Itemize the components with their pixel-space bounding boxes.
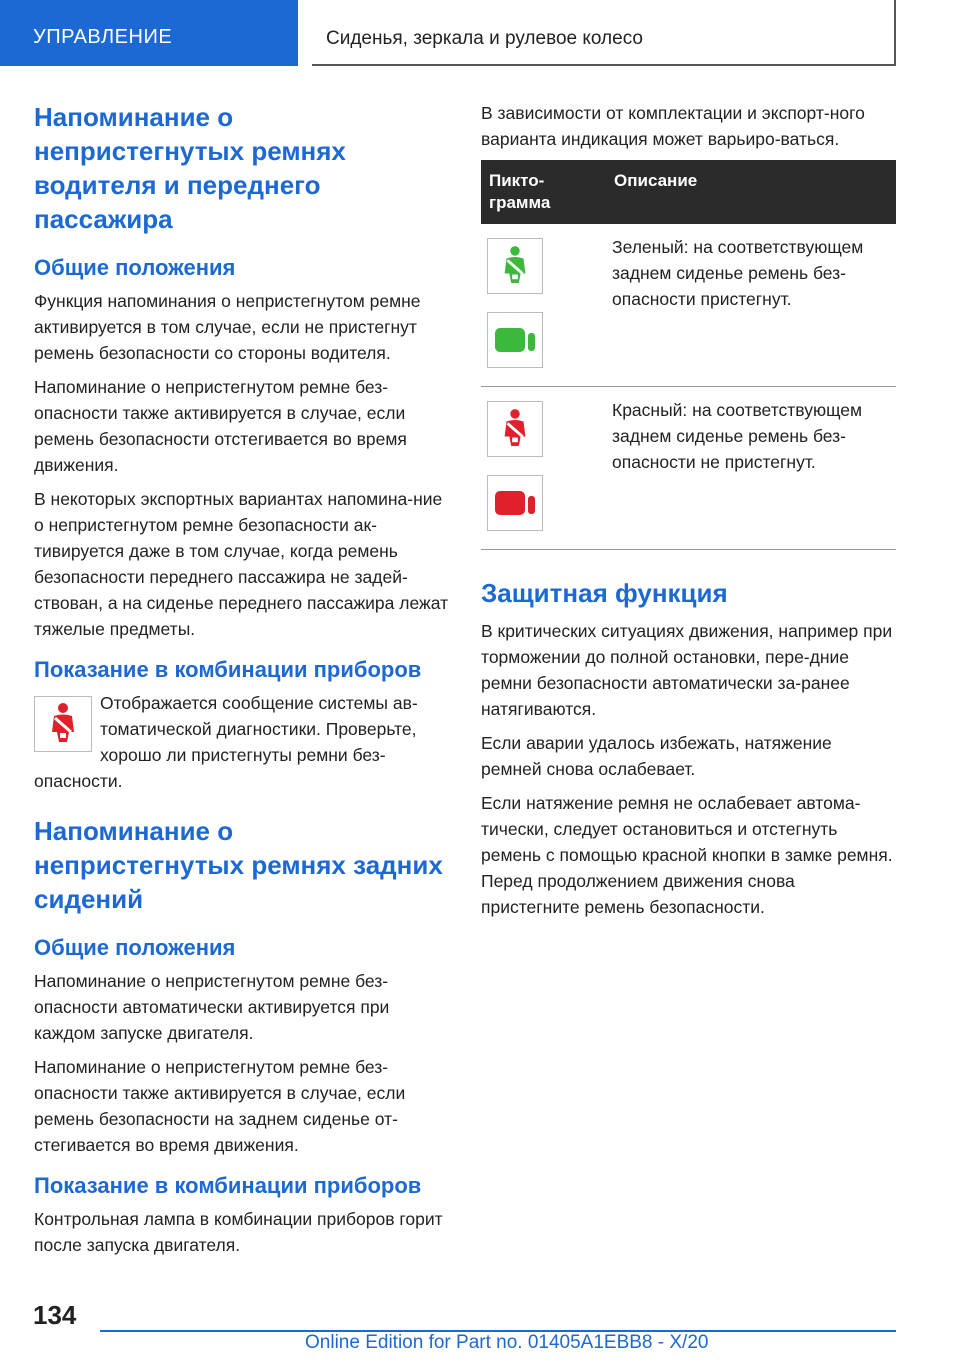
page-header <box>0 0 960 66</box>
page-number: 134 <box>33 1300 77 1330</box>
row-description-red: Красный: на соответствующем заднем сиденье ремень без-опасности не пристегнут. <box>606 387 896 550</box>
paragraph: Если аварии удалось избежать, натяжение ремней снова ослабевает. <box>481 733 832 779</box>
paragraph: Напоминание о непристегнутом ремне без-опасности также активируется в случае, если ремень безопасности на заднем сиденье от-стегивается во время движения. <box>34 1057 406 1155</box>
paragraph: Если натяжение ремня не ослабевает автома-тически, следует остановиться и отстегнуть ремень с помощью красной кнопки в замке ремня. Перед продолжением движения снова пристегните ремень безопасности. <box>481 793 893 917</box>
left-column <box>34 100 449 1266</box>
paragraph: В некоторых экспортных вариантах напомина-ние о непристегнутом ремне безопасности ак-тивируется даже в том случае, когда ремень безопасности переднего пассажира не задей-ствован, а на сиденье переднего пассажира лежат тяжелые предметы. <box>34 489 449 639</box>
heading-instrument-display-2: Показание в комбинации приборов <box>34 1173 422 1198</box>
table-row <box>481 224 896 387</box>
paragraph: Контрольная лампа в комбинации приборов горит после запуска двигателя. <box>34 1209 443 1255</box>
seatbelt-warning-icon <box>34 696 92 752</box>
heading-general-1: Общие положения <box>34 255 236 280</box>
column-header-description: Описание <box>606 160 896 224</box>
paragraph: Напоминание о непристегнутом ремне без-опасности также активируется в случае, если ремень безопасности отстегивается во время движения. <box>34 377 407 475</box>
heading-rear-seatbelt-reminder: Напоминание о непристегнутых ремнях задних сидений <box>34 816 443 914</box>
row-description-green: Зеленый: на соответствующем заднем сиденье ремень без-опасности пристегнут. <box>606 224 896 387</box>
icon-paragraph <box>34 690 449 794</box>
table-header-row <box>481 160 896 224</box>
edition-note: Online Edition for Part no. 01405A1EBB8 - X/20 <box>305 1332 709 1353</box>
seat-green-icon <box>487 312 543 368</box>
paragraph: Функция напоминания о непристегнутом ремне активируется в том случае, если не пристегнут ремень безопасности со стороны водителя. <box>34 291 421 363</box>
seat-red-icon <box>487 475 543 531</box>
paragraph: Напоминание о непристегнутом ремне без-опасности автоматически активируется при каждом запуске двигателя. <box>34 971 390 1043</box>
seatbelt-red-icon <box>487 401 543 457</box>
paragraph: В критических ситуациях движения, например при торможении до полной остановки, пере-дние ремни безопасности автоматически за-ранее натягиваются. <box>481 621 893 719</box>
section-tab: УПРАВЛЕНИЕ <box>0 0 298 66</box>
page-footer <box>0 1290 960 1362</box>
pictogram-table <box>481 160 896 550</box>
paragraph: Отображается сообщение системы ав-томатической диагностики. Проверьте, хорошо ли пристегнуты ремни без-опасности. <box>34 693 418 791</box>
seatbelt-green-icon <box>487 238 543 294</box>
right-column <box>481 100 896 928</box>
paragraph: В зависимости от комплектации и экспорт-ного варианта индикация может варьиро-ваться. <box>481 103 865 149</box>
heading-general-2: Общие положения <box>34 935 236 960</box>
heading-protect-function: Защитная функция <box>481 578 728 608</box>
column-header-pictogram: Пикто-грамма <box>481 160 606 224</box>
table-row <box>481 387 896 550</box>
heading-instrument-display-1: Показание в комбинации приборов <box>34 657 422 682</box>
chapter-title: Сиденья, зеркала и рулевое колесо <box>312 0 896 66</box>
heading-front-seatbelt-reminder: Напоминание о непристегнутых ремнях водителя и переднего пассажира <box>34 102 346 234</box>
